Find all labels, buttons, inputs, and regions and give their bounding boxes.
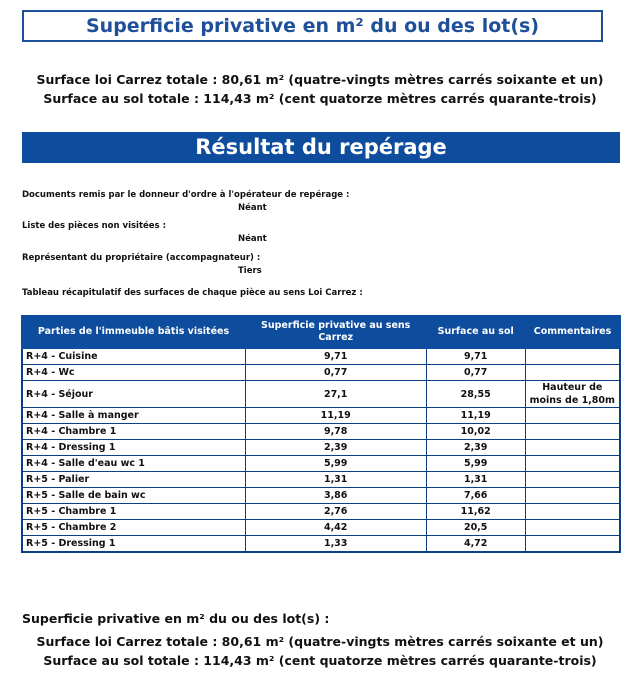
footer-sol: Surface au sol totale : 114,43 m² (cent quatorze mètres carrés quarante-trois) (43, 653, 597, 668)
info-label-documents: Documents remis par le donneur d'ordre à l'opérateur de repérage : (22, 190, 350, 200)
comment-cell (525, 424, 620, 440)
carrez-cell: 9,78 (245, 424, 426, 440)
sol-cell: 9,71 (426, 348, 525, 365)
comment-cell (525, 365, 620, 381)
sol-cell: 10,02 (426, 424, 525, 440)
comment-cell (525, 520, 620, 536)
carrez-cell: 5,99 (245, 456, 426, 472)
room-cell: R+5 - Chambre 2 (22, 520, 245, 536)
sol-cell: 1,31 (426, 472, 525, 488)
summary-carrez: Surface loi Carrez totale : 80,61 m² (quatre-vingts mètres carrés soixante et un) (36, 72, 604, 87)
surfaces-table (21, 315, 621, 553)
sol-cell: 28,55 (426, 381, 525, 408)
table-row (22, 488, 620, 504)
room-cell: R+5 - Chambre 1 (22, 504, 245, 520)
sol-cell: 0,77 (426, 365, 525, 381)
info-label-non-visited: Liste des pièces non visitées : (22, 221, 166, 231)
room-cell: R+4 - Séjour (22, 381, 245, 408)
sol-cell: 4,72 (426, 536, 525, 553)
carrez-cell: 11,19 (245, 408, 426, 424)
room-cell: R+4 - Dressing 1 (22, 440, 245, 456)
info-value-representative: Tiers (238, 266, 262, 276)
comment-cell (525, 536, 620, 553)
comment-cell (525, 504, 620, 520)
result-banner: Résultat du repérage (22, 132, 620, 163)
table-row (22, 472, 620, 488)
sol-cell: 5,99 (426, 456, 525, 472)
room-cell: R+5 - Palier (22, 472, 245, 488)
summary-sol: Surface au sol totale : 114,43 m² (cent quatorze mètres carrés quarante-trois) (43, 91, 597, 106)
comment-cell: Hauteur de moins de 1,80m (525, 381, 620, 408)
table-row (22, 365, 620, 381)
carrez-cell: 1,31 (245, 472, 426, 488)
comment-cell (525, 440, 620, 456)
carrez-cell: 27,1 (245, 381, 426, 408)
room-cell: R+4 - Chambre 1 (22, 424, 245, 440)
room-cell: R+4 - Cuisine (22, 348, 245, 365)
sol-cell: 7,66 (426, 488, 525, 504)
room-cell: R+5 - Dressing 1 (22, 536, 245, 553)
table-caption: Tableau récapitulatif des surfaces de chaque pièce au sens Loi Carrez : (22, 288, 363, 298)
info-value-non-visited: Néant (238, 234, 267, 244)
carrez-cell: 4,42 (245, 520, 426, 536)
info-label-representative: Représentant du propriétaire (accompagnateur) : (22, 253, 261, 263)
room-cell: R+4 - Salle à manger (22, 408, 245, 424)
footer-heading: Superficie privative en m² du ou des lot(s) : (22, 611, 330, 626)
room-cell: R+5 - Salle de bain wc (22, 488, 245, 504)
table-row (22, 408, 620, 424)
carrez-cell: 0,77 (245, 365, 426, 381)
column-header: Superficie privative au sens Carrez (245, 316, 426, 348)
footer-carrez: Surface loi Carrez totale : 80,61 m² (quatre-vingts mètres carrés soixante et un) (36, 634, 604, 649)
room-cell: R+4 - Wc (22, 365, 245, 381)
carrez-cell: 9,71 (245, 348, 426, 365)
info-value-documents: Néant (238, 203, 267, 213)
comment-cell (525, 456, 620, 472)
table-row (22, 424, 620, 440)
sol-cell: 11,62 (426, 504, 525, 520)
comment-cell (525, 488, 620, 504)
carrez-cell: 2,76 (245, 504, 426, 520)
comment-cell (525, 348, 620, 365)
table-row (22, 381, 620, 408)
table-row (22, 504, 620, 520)
table-row (22, 348, 620, 365)
table-row (22, 440, 620, 456)
section-title: Superficie privative en m² du ou des lot(s) (22, 10, 603, 42)
carrez-cell: 3,86 (245, 488, 426, 504)
carrez-cell: 2,39 (245, 440, 426, 456)
sol-cell: 11,19 (426, 408, 525, 424)
table-row (22, 536, 620, 553)
sol-cell: 2,39 (426, 440, 525, 456)
table-row (22, 520, 620, 536)
column-header: Commentaires (525, 316, 620, 348)
column-header: Parties de l'immeuble bâtis visitées (22, 316, 245, 348)
table-row (22, 456, 620, 472)
room-cell: R+4 - Salle d'eau wc 1 (22, 456, 245, 472)
sol-cell: 20,5 (426, 520, 525, 536)
comment-cell (525, 472, 620, 488)
column-header: Surface au sol (426, 316, 525, 348)
comment-cell (525, 408, 620, 424)
carrez-cell: 1,33 (245, 536, 426, 553)
